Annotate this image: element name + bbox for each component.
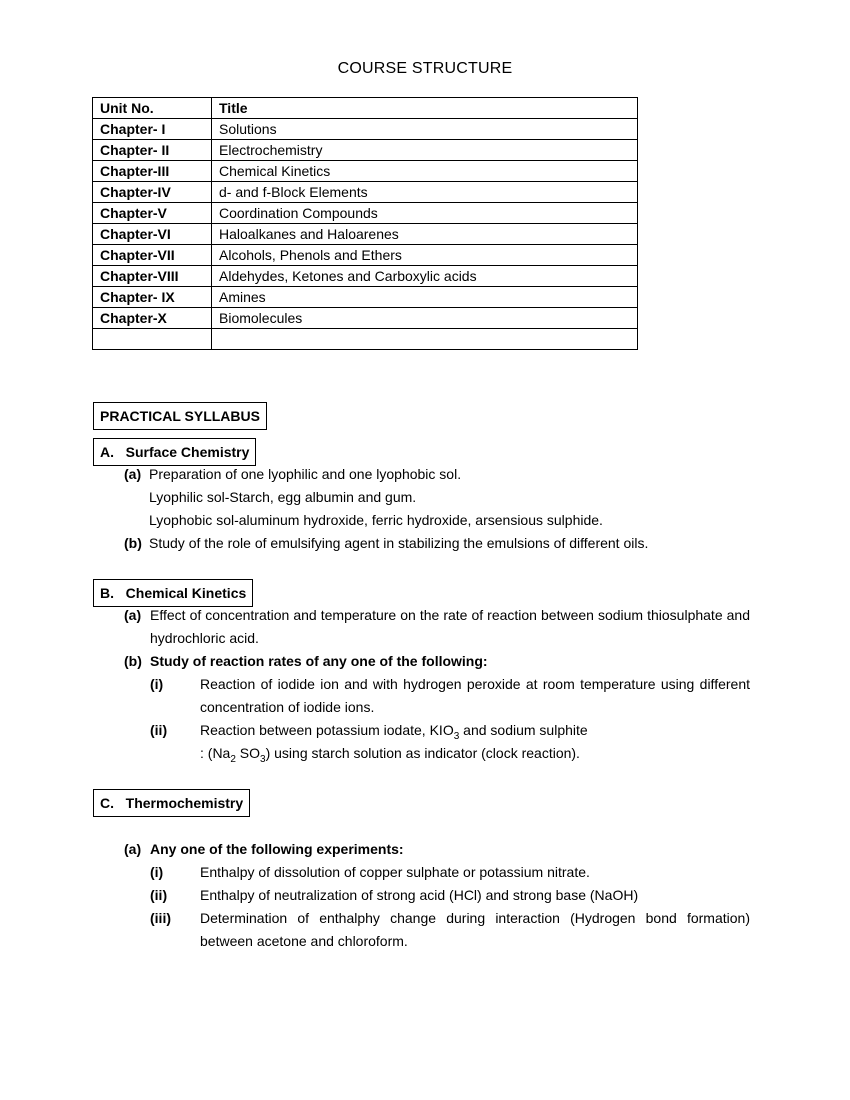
item-label: (a) bbox=[124, 841, 142, 857]
section-c-heading: C. Thermochemistry bbox=[93, 789, 250, 817]
subitem-text: Reaction of iodide ion and with hydrogen peroxide at room temperature using different concentration of iodide ions. bbox=[200, 676, 750, 715]
unit-cell: Chapter-IV bbox=[93, 182, 212, 203]
unit-cell: Chapter-VII bbox=[93, 245, 212, 266]
title-cell: Amines bbox=[212, 287, 638, 308]
unit-cell: Chapter- II bbox=[93, 140, 212, 161]
item-text: Effect of concentration and temperature on the rate of reaction between sodium thiosulphate and hydrochloric acid. bbox=[150, 607, 750, 646]
table-row bbox=[93, 182, 638, 203]
item-label: (b) bbox=[124, 535, 142, 551]
item-label: (b) bbox=[124, 653, 142, 669]
table-row bbox=[93, 287, 638, 308]
header-unit: Unit No. bbox=[93, 98, 212, 119]
title-cell: Solutions bbox=[212, 119, 638, 140]
section-b-heading: B. Chemical Kinetics bbox=[93, 579, 253, 607]
table-row bbox=[93, 224, 638, 245]
section-a-heading: A. Surface Chemistry bbox=[93, 438, 256, 466]
practical-syllabus-heading: PRACTICAL SYLLABUS bbox=[93, 402, 267, 430]
title-cell: Haloalkanes and Haloarenes bbox=[212, 224, 638, 245]
subitem-text: : ($Na_2$ $SO_3$) using starch solution as indicator (clock reaction). bbox=[200, 745, 580, 765]
unit-cell: Chapter- I bbox=[93, 119, 212, 140]
unit-cell: Chapter- IX bbox=[93, 287, 212, 308]
title-cell: Alcohols, Phenols and Ethers bbox=[212, 245, 638, 266]
subitem-text: Reaction between potassium iodate, $KIO_3$ and sodium sulphite bbox=[200, 722, 588, 742]
title-cell: Chemical Kinetics bbox=[212, 161, 638, 182]
table-row bbox=[93, 119, 638, 140]
title-cell: d- and f-Block Elements bbox=[212, 182, 638, 203]
table-header-row bbox=[93, 98, 638, 119]
item-label: (a) bbox=[124, 607, 142, 623]
title-cell: Coordination Compounds bbox=[212, 203, 638, 224]
subitem-text: Enthalpy of neutralization of strong acid (HCl) and strong base (NaOH) bbox=[200, 887, 639, 903]
section-b-body bbox=[124, 604, 750, 765]
table-row bbox=[93, 329, 638, 350]
unit-cell bbox=[93, 329, 212, 350]
item-text: Any one of the following experiments: bbox=[150, 841, 404, 857]
subitem-text: Enthalpy of dissolution of copper sulphate or potassium nitrate. bbox=[200, 864, 590, 880]
unit-cell: Chapter-V bbox=[93, 203, 212, 224]
unit-cell: Chapter-X bbox=[93, 308, 212, 329]
table-row bbox=[93, 203, 638, 224]
title-cell: Electrochemistry bbox=[212, 140, 638, 161]
section-c-body bbox=[124, 838, 750, 953]
page-title: COURSE STRUCTURE bbox=[337, 60, 513, 77]
table-row bbox=[93, 266, 638, 287]
title-cell: Aldehydes, Ketones and Carboxylic acids bbox=[212, 266, 638, 287]
subitem-label: (i) bbox=[150, 676, 164, 692]
unit-cell: Chapter-VIII bbox=[93, 266, 212, 287]
item-text: Lyophilic sol-Starch, egg albumin and gum. bbox=[149, 489, 417, 505]
unit-cell: Chapter-III bbox=[93, 161, 212, 182]
subitem-label: (i) bbox=[150, 864, 164, 880]
subitem-label: (iii) bbox=[150, 910, 171, 926]
table-row bbox=[93, 140, 638, 161]
unit-cell: Chapter-VI bbox=[93, 224, 212, 245]
section-a-body bbox=[124, 463, 754, 555]
title-cell: Biomolecules bbox=[212, 308, 638, 329]
course-structure-table bbox=[92, 97, 638, 350]
item-text: Preparation of one lyophilic and one lyophobic sol. bbox=[149, 466, 462, 482]
item-label: (a) bbox=[124, 466, 142, 482]
title-cell bbox=[212, 329, 638, 350]
subitem-text: Determination of enthalphy change during interaction (Hydrogen bond formation) between acetone and chloroform. bbox=[200, 910, 750, 949]
item-text: Study of reaction rates of any one of the following: bbox=[150, 653, 488, 669]
item-text: Study of the role of emulsifying agent in stabilizing the emulsions of different oils. bbox=[149, 535, 649, 551]
subitem-label: (ii) bbox=[150, 887, 168, 903]
header-title: Title bbox=[212, 98, 638, 119]
table-row bbox=[93, 161, 638, 182]
table-row bbox=[93, 308, 638, 329]
table-row bbox=[93, 245, 638, 266]
item-text: Lyophobic sol-aluminum hydroxide, ferric hydroxide, arsensious sulphide. bbox=[149, 512, 603, 528]
subitem-label: (ii) bbox=[150, 722, 168, 738]
